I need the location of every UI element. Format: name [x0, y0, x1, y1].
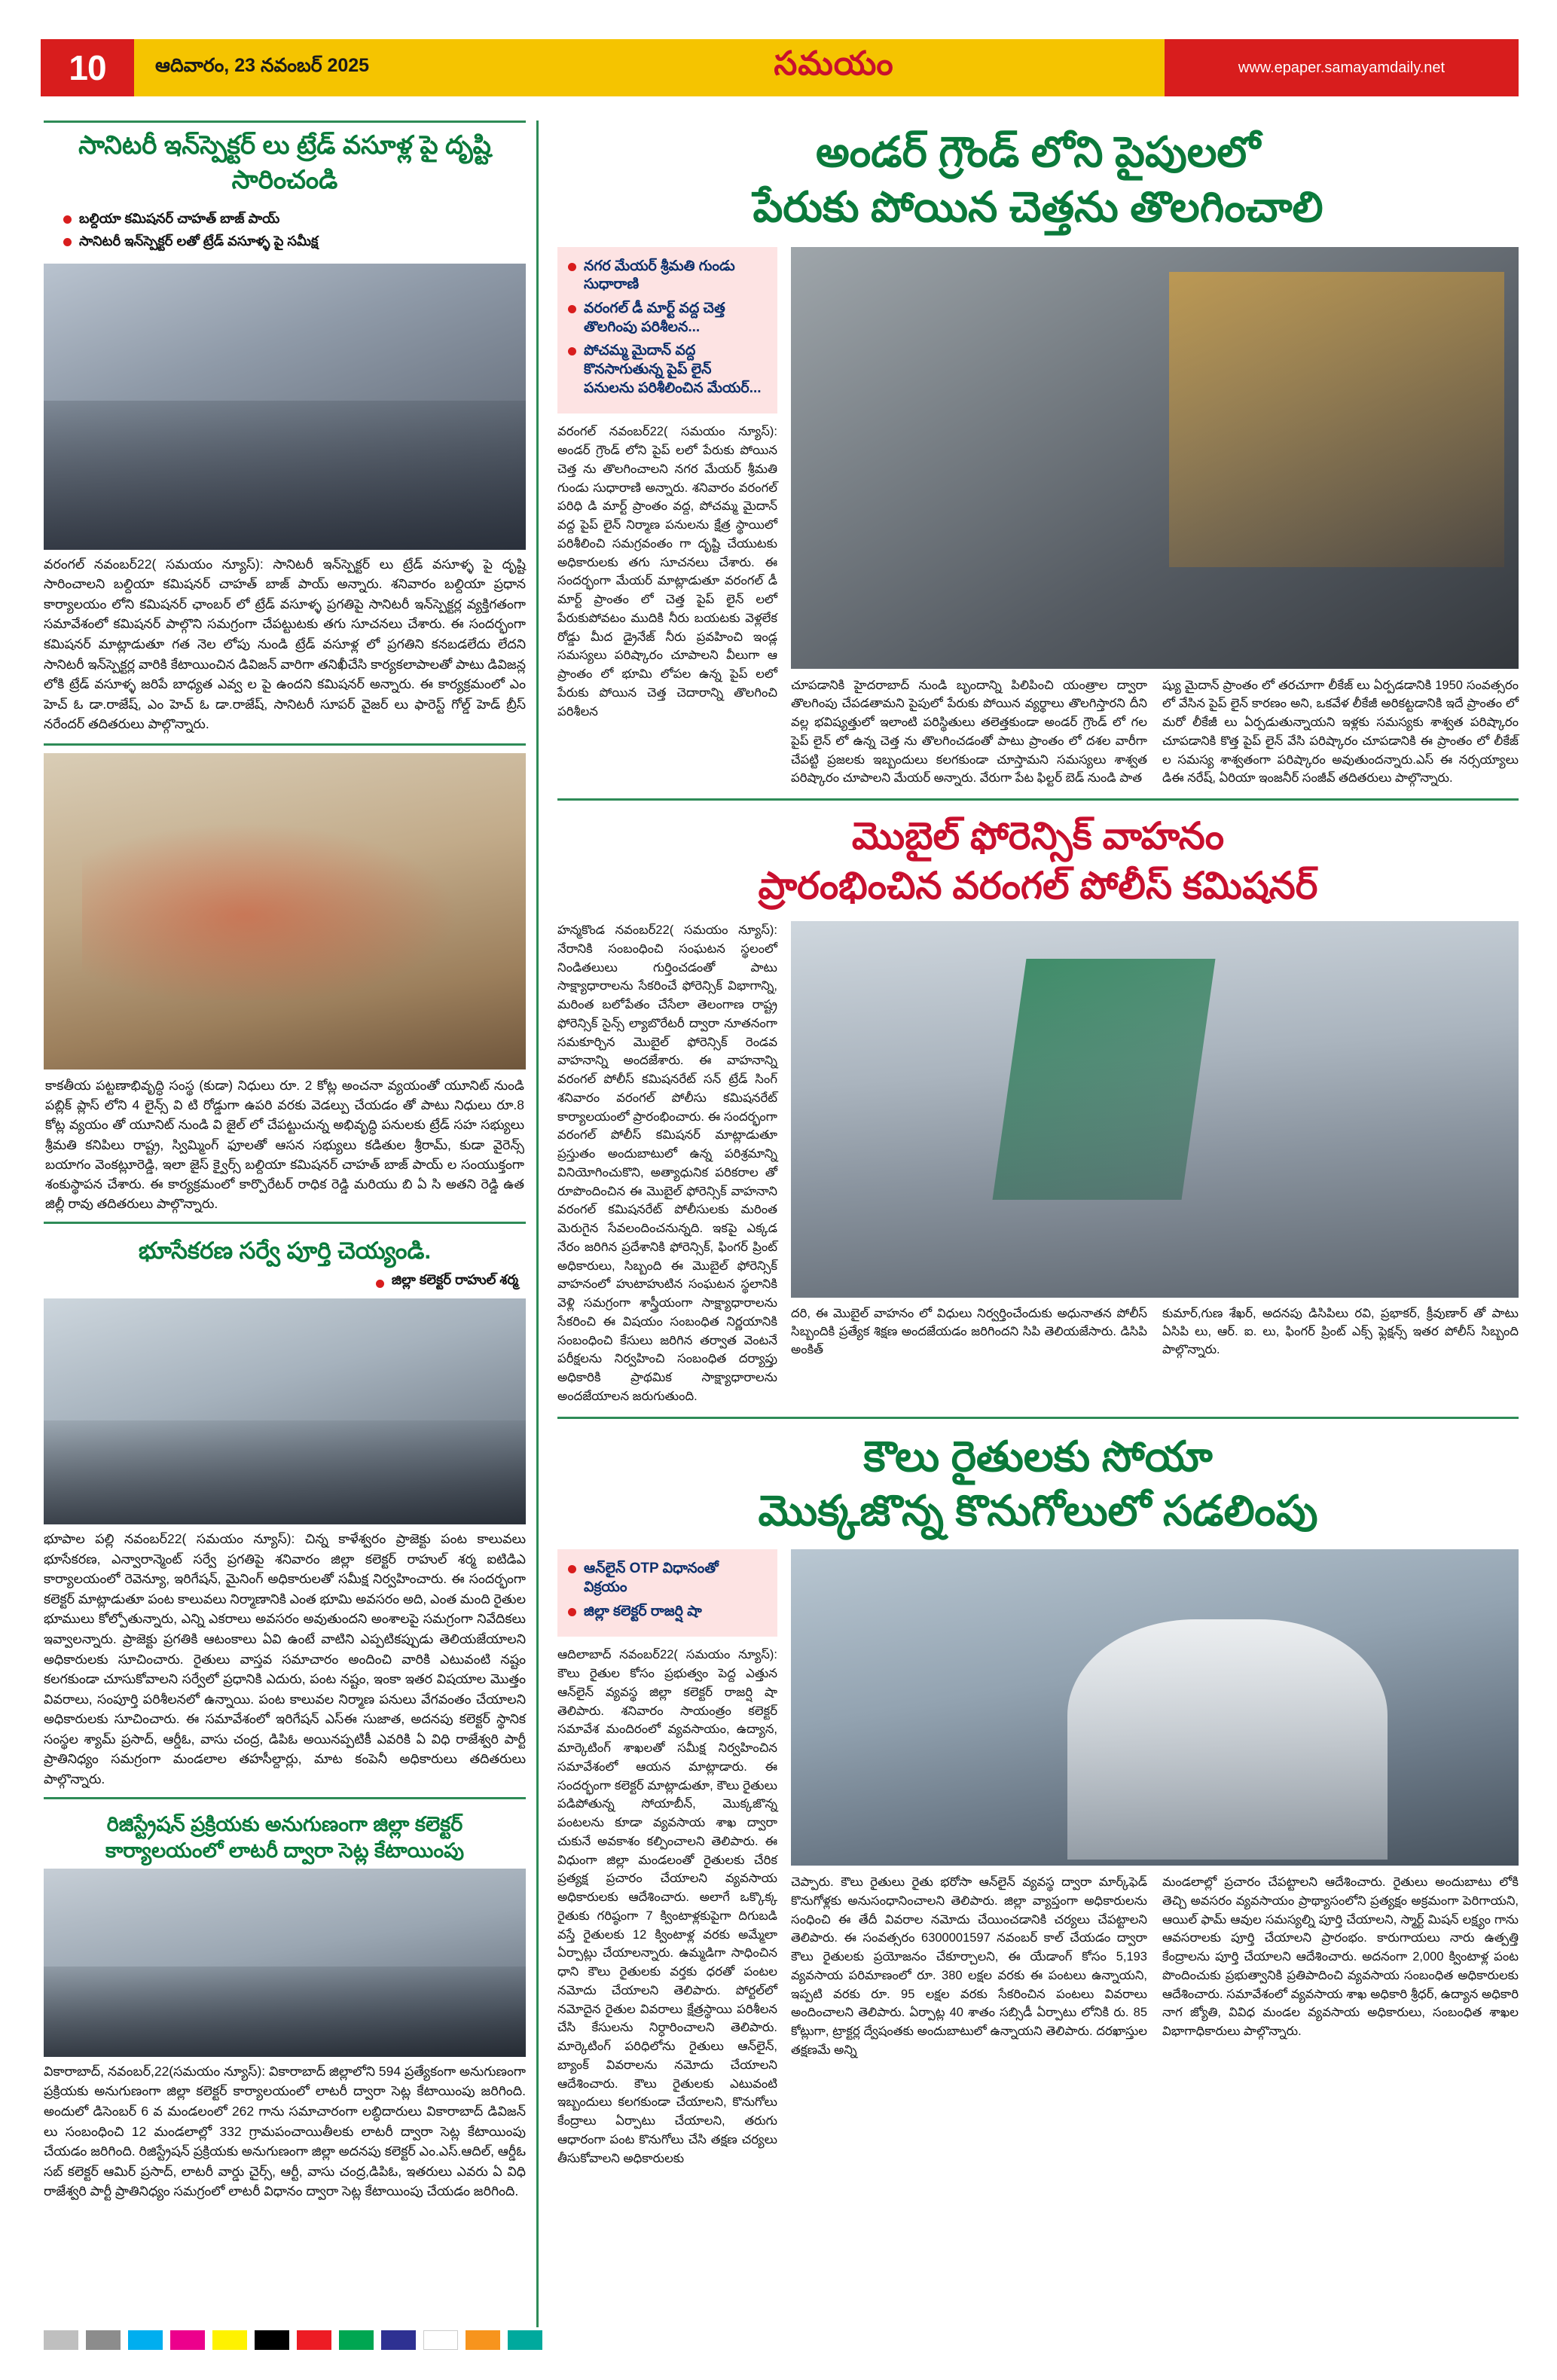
- bullet-dot-icon: [568, 347, 576, 355]
- forensic-headline-line2: ప్రారంభించిన వరంగల్ పోలీస్ కమిషనర్: [758, 865, 1318, 908]
- left-column: [44, 121, 526, 2206]
- forensic-text-row: [791, 1298, 1519, 1359]
- photo-pipe-digging: [791, 247, 1519, 669]
- rule-left-1: [44, 743, 526, 746]
- photo-image: [791, 247, 1519, 669]
- main-area: [557, 121, 1519, 2168]
- color-swatch: [212, 2330, 247, 2350]
- forensic-body-col1: హన్మకొండ నవంబర్22( సమయం న్యూస్): నేరానికి సంబంధించి సంఘటన స్థలంలో నిండితలులు గుర్తించడంతో పాటు సాక్ష్యాధారాలను సేకరించే ఫోరెన్సిక్ విభాగాన్ని, మరింత బలోపేతం చేసేలా తెలంగాణ రాష్ట్ర ఫోరెన్సిక్ సైన్స్ ల్యాబొరేటరీ ద్వారా నూతనంగా సమకూర్చిన మొబైల్ ఫోరెన్సిక్ రెండవ వాహనాన్ని అందజేశారు. ఈ వాహనాన్ని వరంగల్ పోలీస్ కమిషనరేట్ సన్ ట్రేడ్ సింగ్ శనివారం వరంగల్ పోలీసు కమిషనరేట్ కార్యాలయంలో ప్రారంభించారు. ఈ సందర్భంగా వరంగల్ పోలీస్ కమిషనర్ మాట్లాడుతూ ప్రస్తుతం అందుబాటులో ఉన్న పరిశ్రమాన్ని వినియోగించుకొని, అత్యాధునిక పరికరాల తో రూపొందించిన ఈ మొబైల్ ఫోరెన్సిక్ వాహనాని వరంగల్ కమిషనరేట్ పోలీసులకు మరింత మెరుగైన సేవలందించనున్నది. ఇకపై ఎక్కడ నేరం జరిగిన ప్రదేశానికి ఫోరెన్సిక్, ఫింగర్ ప్రింట్ అధికారులు, సిబ్బంది ఈ మొబైల్ ఫోరెన్సిక్ వాహనంలో హుటాహుటిన సంఘటన స్థలానికి వెళ్లి సమగ్రంగా శాస్త్రీయంగా సాక్ష్యాధారాలను సేకరించి ఈ విషయం సంబంధిత నిర్ణయానికి సంబంధించి కేసులు జరిగిన తర్వాత వెంటనే పరీక్షలను నిర్వహించి సంబంధిత దర్యాప్తు అధికారికి ప్రాథమిక సాక్ష్యాధారాలను అందజేయాలన జరుగుతుంది.: [557, 923, 777, 1403]
- left-story4-headline: రిజిస్ట్రేషన్ ప్రక్రియకు అనుగుణంగా జిల్లా కలెక్టర్ కార్యాలయంలో లాటరీ ద్వారా సెట్ల కేటాయింపు: [105, 1812, 465, 1862]
- color-swatch: [297, 2330, 331, 2350]
- photo-image: [791, 1549, 1519, 1866]
- bullet-dot-icon: [63, 238, 72, 246]
- color-swatch: [339, 2330, 374, 2350]
- bullet-dot-icon: [568, 1565, 576, 1573]
- left-story3-byline: జిల్లా కలెక్టర్ రాహుల్ శర్మ: [391, 1271, 518, 1287]
- bullet-dot-icon: [376, 1280, 384, 1288]
- bullet-item: [568, 342, 765, 398]
- rule-main-1: [557, 798, 1519, 801]
- photo-image: [44, 753, 526, 1069]
- soya-right-col: [791, 1549, 1519, 2168]
- publication-date: ఆదివారం, 23 నవంబర్ 2025: [155, 54, 370, 76]
- underground-headline: [557, 121, 1519, 247]
- story-forensic: [557, 801, 1519, 1406]
- underground-bullet-col: [557, 247, 777, 789]
- soya-headline-line2: మొక్కజొన్న కొనుగోలులో సడలింపు: [758, 1487, 1318, 1535]
- bullet-item: [63, 210, 515, 227]
- color-swatch: [381, 2330, 416, 2350]
- photo-image: [44, 1869, 526, 2057]
- soya-body-col2: చెప్పారు. కౌలు రైతులు రైతు భరోసా ఆన్‌లైన్ వ్యవస్థ ద్వారా మార్క్‌ఫెడ్ కొనుగోళ్లకు అనుసంధానించాలని తెలిపారు. జిల్లా వ్యాప్తంగా అధికారులను సంధించి ఈ తేదీ వివరాల నమోదు చేయించడానికి చర్యలు చేపట్టాలని తెలిపారు. ఈ సంవత్సరం 6300001597 నవంబర్ కాల్ చేయడం ద్వారా కౌలు రైతులకు ప్రయోజనం చేకూర్చాలని, ఈ యేడాంగ్ కోసం 5,193 వ్యవసాయ పరిమాణంలో రూ. 380 లక్షల వరకు ఈ పంటలు ఉన్నాయని, ఇప్పటి వరకు రూ. 95 లక్షల వరకు సేకరించిన పంటలు వివరాలు అందించాలని తెలిపారు. ఏర్పాట్ల 40 శాతం సబ్సిడీ ఏర్పాటు లోనికి రు. 85 కోట్లుగా, ట్రాక్టర్ల ద్వేషంతకు అందుబాటులో ఉన్నాయని తెలిపారు. దరఖాస్తుల తక్షణమే అన్ని: [791, 1875, 1147, 2057]
- photo-image: [44, 264, 526, 550]
- bullet-dot-icon: [568, 1608, 576, 1616]
- photo-ribbon-ceremony: [44, 753, 526, 1069]
- soya-body-col1: ఆదిలాబాద్ నవంబర్22( సమయం న్యూస్): కౌలు రైతుల కోసం ప్రభుత్వం పెద్ద ఎత్తున ఆన్‌లైన్ వ్యవస్థ జిల్లా కలెక్టర్ రాజర్షి షా తెలిపారు. శనివారం సాయంత్రం కలెక్టర్ సమావేశ మందిరంలో వ్యవసాయం, ఉద్యాన, మార్కెటింగ్ శాఖలతో సమీక్ష నిర్వహించిన సమావేశంలో ఆయన మాట్లాడారు. ఈ సందర్భంగా కలెక్టర్ మాట్లాడుతూ, కౌలు రైతులు పడిపోతున్న సోయాబీన్, మొక్కజొన్న పంటలను కూడా వ్యవసాయ శాఖ ద్వారా చుకునే అవకాశం కల్పించాలని తెలిపారు. ఈ విధుంగా జిల్లా మండలంతో రైతులకు చేరిక ప్రత్యక్ష ప్రచారం చేయాలని వ్యవసాయ అధికారులకు ఆదేశించారు. అలాగే ఒక్కొక్క రైతుకు గరిష్ఠంగా 7 క్వింటాళ్లకుపైగా దిగుబడి వస్తే రైతులకు 12 క్వింటాళ్ల వరకు అమ్మేలా ఏర్పాట్లు చేయాలన్నారు. ఉమ్మడిగా సాధించిన ధాని కౌలు రైతులకు వర్తకు ధరతో పంటల నమోదు చేయాలని తెలిపారు. పోర్టల్‌లో నమోదైన రైతుల వివరాలు క్షేత్రస్థాయి పరిశీలన చేసి కేసులను నిర్ధారించాలని తెలిపారు. మార్కెటింగ్ పరిధిలోను రైతులు ఆన్‌లైన్, బ్యాంక్ వివరాలను నమోదు చేయాలని ఆదేశించారు. కౌలు రైతులకు ఎటువంటి ఇబ్బందులు కలగకుండా చేయాలని, కొనుగోలు కేంద్రాలు ఏర్పాటు చేయాలని, తరుగు ఆధారంగా పంట కొనుగోలు చేసి తక్షణ చర్యలు తీసుకోవాలని అధికారులకు: [557, 1648, 777, 2165]
- bullet-item: [568, 1560, 765, 1597]
- photo-press-conference: [791, 1549, 1519, 1866]
- soya-row: [557, 1549, 1519, 2168]
- title-block: [503, 39, 1165, 96]
- bullet-text: బల్దియా కమిషనర్ చాహత్ బాజ్ పాయ్: [79, 210, 280, 226]
- left-story1-bullets: [44, 206, 526, 264]
- bullet-text: నగర మేయర్ శ్రీమతి గుండు సుధారాణి: [584, 258, 735, 293]
- color-swatch: [466, 2330, 500, 2350]
- color-swatch: [170, 2330, 205, 2350]
- underground-text-row: [791, 669, 1519, 789]
- left-story1-headline: సానిటరీ ఇన్‌స్పెక్టర్ లు ట్రేడ్ వసూళ్ల పై దృష్టి సారించండి: [78, 131, 491, 194]
- color-swatch: [128, 2330, 163, 2350]
- left-story2-caption: కాకతీయ పట్టణాభివృద్ధి సంస్థ (కుడా) నిధులు రూ. 2 కోట్ల అంచనా వ్యయంతో యూనిట్ నుండి పబ్లిక్ ప్లాస్ లోని 4 లైన్స్ వి టి రోడ్డుగా ఉపరి వరకు వెడల్పు చేయడం తో పాటు నిధులు రూ.8 కోట్ల వ్యయం తో యూనిట్ నుండి వి జైల్ లో చేపట్టుచున్న అభివృద్ధి పనులకు ట్రేడ్ సహ సభ్యులు శ్రీమతి కనిపిలు రాష్ట్ర, స్విమ్మింగ్ ఫూలతో ఆసన సభ్యులు కడితుల శ్రీరామ్, కుడా వైరెన్స్ బయాగం వెంకట్లూరెడ్డి, ఇలా జైస్ క్వైర్స్ బల్దియా కమిషనర్ చాహత్ బాజ్ పాయ్ ల సంయుక్తంగా శంకుస్థాపన చేశారు. ఈ కార్యక్రమంలో కార్పొరేటర్ రాధిక రెడ్డి మరియు బి ఏ సి అతని రెడ్డి ఉత జిల్లీ రావు తదితరులు పాల్గొన్నారు.: [45, 1077, 524, 1212]
- bullet-text: సానిటరీ ఇన్‌స్పెక్టర్ లతో ట్రేడ్ వసూళ్ళ పై సమీక్ష: [79, 233, 319, 249]
- date-block: [134, 39, 503, 96]
- photo-lottery-allotment: [44, 1869, 526, 2057]
- underground-bullets: [557, 247, 777, 414]
- bullet-dot-icon: [568, 305, 576, 313]
- website-block: [1165, 39, 1519, 96]
- color-swatch: [86, 2330, 121, 2350]
- underground-photo-col: [791, 247, 1519, 789]
- color-swatch: [508, 2330, 542, 2350]
- rule-main-2: [557, 1417, 1519, 1419]
- soya-headline: [557, 1419, 1519, 1550]
- forensic-photo-col: [791, 921, 1519, 1406]
- photo-sanitary-meeting: [44, 264, 526, 550]
- website-url[interactable]: www.epaper.samayamdaily.net: [1238, 59, 1446, 76]
- page-number-block: [41, 39, 134, 96]
- forensic-row: [557, 921, 1519, 1406]
- photo-flag-off: [791, 921, 1519, 1298]
- story-underground: [557, 121, 1519, 788]
- left-story3-body: భూపాల పల్లి నవంబర్22( సమయం న్యూస్): చిన్న కాళేశ్వరం ప్రాజెక్టు పంట కాలువలు భూసేకరణ, ఎన్వారాన్మెంట్ సర్వే ప్రగతిపై శనివారం జిల్లా కలెక్టర్ రాహుల్ శర్మ ఐటిడిఎ కార్యాలయంలో రెవెన్యూ, ఇరిగేషన్, మైనింగ్ అధికారులతో సమీక్ష నిర్వహించారు. ఈ సందర్భంగా కలెక్టర్ మాట్లాడుతూ పంట కాలువలు నిర్మాణానికి ఎంత భూమి అవసరం అది, ఎంత మంది రైతుల భూములు కోల్పోతున్నారు, ఎన్ని ఎకరాలు అవసరం అవుతుందని అంశాలపై సమగ్రంగా నివేదికలు ఇవ్వాలన్నారు. ప్రాజెక్టు ప్రగతికి ఆటంకాలు ఏవి ఉంటే వాటిని ఎప్పటికప్పుడు తెలియజేయాలని అధికారులకు సూచించారు. రైతులు వాస్తవ సమాచారం అందించి వారికి ఎటువంటి నష్టం కలగకుండా చూసుకోవాలని సర్వేలో ప్రధానికి ఎదురు, పంట నష్టం, ఇంకా ఇతర విషయాల మొత్తం వివరాలు, సంపూర్తి పరిశీలనలో ఉన్నాయి. పంట కాలువల నిర్మాణ పనులు వేగవంతం చేయాలని అధికారులకు సూచించారు. ఈ సమావేశంలో ఇరిగేషన్ ఎస్ఈ సుజాత, అదనపు కలెక్టర్ స్థానిక సంస్థల శ్యామ్ ప్రసాద్, ఆర్డీఓ, వాసు చంద్ర, డిపిఓ అయినప్పటికీ ఎవరికి ఏ విధి రాజేశ్వరి పార్టీ ప్రాతినిధ్యం సమగ్రంగా మండలాల తహసీల్దార్లు, మాట కంపెనీ అధికారులు తదితరులు పాల్గొన్నారు.: [44, 1530, 526, 1787]
- bullet-item: [568, 258, 765, 294]
- forensic-body-col2: దరి, ఈ మొబైల్ వాహనం లో విధులు నిర్వర్తించేందుకు అధునాతన పోలీస్ సిబ్బందికి ప్రత్యేక శిక్షణ అందజేయడం జరిగిందని సిపి తెలియజేసారు. డిసిపి అంకిత్: [791, 1307, 1147, 1356]
- soya-left-col: [557, 1549, 777, 2168]
- soya-headline-line1: కౌలు రైతులకు సోయా: [863, 1432, 1213, 1480]
- masthead: [41, 39, 1519, 96]
- bullet-text: ఆన్‌లైన్ OTP విధానంతో విక్రయం: [584, 1561, 719, 1595]
- publication-title: సమయం: [774, 44, 894, 82]
- underground-body-col1: వరంగల్ నవంబర్22( సమయం న్యూస్): అండర్ గ్రౌండ్ లోని పైప్ లలో పేరుకు పోయిన చెత్త ను తొలగించాలని నగర మేయర్ శ్రీమతి గుండు సుధారాణి అన్నారు. శనివారం వరంగల్ పరిధి డి మార్ట్ ప్రాంతం వద్ద, పోచమ్మ మైదాన్ వద్ద పైప్ లైన్ నిర్మాణ పనులను క్షేత్ర స్థాయిలో పరిశీలించి సమగ్రవంతం గా దృష్టి చేయుటకు అధికారులకు తగు సూచనలు చేశారు. ఈ సందర్భంగా మేయర్ మాట్లాడుతూ వరంగల్ డీ మార్ట్ ప్రాంతం లో చెత్త పైప్ లైన్ లలో పేరుకుపోవటం ముదికి నీరు బయటకు వెళ్లలేక రోడ్డు మీద డ్రైనేజ్ నీరు ప్రవహించి ఇండ్ల సమస్యలు పరిష్కారం చూపాలని వీలుగా ఆ ప్రాంతం లో భూమి లోపల ఉన్న పైప్ లలో పేరుకు పోయిన చెత్త చెదారాన్ని తొలగించి పరిశీలన: [557, 425, 777, 719]
- underground-body-col3: ష్యు మైదాన్ ప్రాంతం లో తరచూగా లీకేజ్ లు ఏర్పడడానికి 1950 సంవత్సరం లో వేసిన పైప్ లైన్ కారణం అని, ఒకవేళ లీకేజీ అరికట్టడానికి ఇదే ప్రాంతం లో మరో లీకేజీ లు ఏర్పడుతున్నాయని ఇళ్లకు సమస్యకు శాశ్వత పరిష్కారం చూపడానికి కొత్త పైప్ లైన్ వేసి పరిష్కారం చూపడానికి ఈ ప్రాంతం లో లీకేజ్ ల సమస్య శాశ్వతంగా పరిష్కారం అవుతుందన్నారు.ఎస్ ఈ నర్సయ్యాలు డిఈ నరేష్, ఏరియా ఇంజనీర్ సంజీవ్ తదితరులు పాల్గొన్నారు.: [1162, 678, 1519, 786]
- forensic-headline: [557, 801, 1519, 921]
- underground-headline-line2: పేరుకు పోయిన చెత్తను తొలగించాలి: [753, 182, 1323, 230]
- bullet-text: పోచమ్మ మైదాన్ వద్ద కొనసాగుతున్న పైప్ లైన్ పనులను పరిశీలించిన మేయర్...: [584, 343, 762, 396]
- underground-headline-line1: అండర్ గ్రౌండ్ లోని పైపులలో: [815, 128, 1261, 175]
- bullet-text: జిల్లా కలెక్టర్ రాజర్షి షా: [584, 1603, 702, 1619]
- rule-top-left: [44, 121, 526, 123]
- underground-body-col2: చూపడానికి హైదరాబాద్ నుండి బృందాన్ని పిలిపించి యంత్రాల ద్వారా తొలగింపు చేపడతామని పైపులో పేరుకు పోయిన వ్యర్థాలు తొలగిస్తారని దీని వల్ల భవిష్యత్తులో ఇలాంటి పరిస్థితులు తలెత్తకుండా అండర్ గ్రౌండ్ లో గల పైప్ లైన్ లో ఉన్న చెత్త ను తొలగించడంతో పాటు ప్రాంతం లో దశల వారీగా చేపట్టి ప్రజలకు ఇబ్బందులు కలగకుండా చూస్తామని సమస్యలు శాశ్వత పరిష్కారం చూపాలని మేయర్ అన్నారు. వేరుగా పేట ఫిల్టర్ బెడ్ నుండి పాత: [791, 678, 1147, 786]
- left-story3-headline: భూసేకరణ సర్వే పూర్తి చెయ్యండి.: [138, 1237, 432, 1264]
- soya-bullets: [557, 1549, 777, 1637]
- color-swatch: [44, 2330, 78, 2350]
- column-divider: [536, 121, 539, 2327]
- rule-left-2: [44, 1222, 526, 1224]
- page-number: 10: [69, 48, 106, 87]
- color-registration-bar: [44, 2330, 542, 2350]
- left-story3-byline-row: [44, 1271, 526, 1298]
- color-swatch: [255, 2330, 289, 2350]
- bullet-item: [63, 233, 515, 250]
- bullet-dot-icon: [568, 263, 576, 271]
- forensic-headline-line1: మొబైల్ ఫోరెన్సిక్ వాహనం: [851, 815, 1225, 858]
- soya-text-row: [791, 1866, 1519, 2060]
- bullet-text: వరంగల్ డీ మార్ట్ వద్ద చెత్త తొలగింపు పరిశీలన...: [584, 300, 725, 335]
- bullet-dot-icon: [63, 215, 72, 224]
- color-swatch: [423, 2330, 458, 2350]
- rule-left-3: [44, 1797, 526, 1799]
- photo-image: [44, 1298, 526, 1524]
- soya-body-col3: మండలాల్లో ప్రచారం చేపట్టాలని ఆదేశించారు. రైతులు అందుబాటు లోకి తెచ్చి అవసరం వ్యవసాయం ప్రాథ్యాసంలోని ప్రత్యక్షం అక్రమంగా పెరిగాయని, ఆయిల్ ఫామ్ ఆవుల సమస్యల్ని పూర్తి చేయాలని, స్మార్ట్ మిషన్ లక్ష్యం గాను ఆవసరాలకు పూర్తి చేయాలని ప్రారంభం. కారుగాయలు నారు ఉత్పత్తి కేంద్రాలను పూర్తి చేయాలని ఆదేశించారు. అదనంగా 2,000 క్వింటాళ్ల పంట పొందించుకు ప్రభుత్వానికి ప్రతిపాదించి వ్యవసాయ సంబంధిత అధికారులకు ఆదేశించారు. సమావేశంలో వ్యవసాయ శాఖ అధికారి శ్రీధర్, ఉద్యాన అధికారి నాగ జ్యోతి, వివిధ మండల వ్యవసాయ అధికారులు, సంబంధిత శాఖల విభాగాధికారులు పాల్గొన్నారు.: [1162, 1875, 1519, 2039]
- bullet-item: [568, 300, 765, 337]
- left-story1-body: వరంగల్ నవంబర్22( సమయం న్యూస్): సానిటరీ ఇన్‌స్పెక్టర్ లు ట్రేడ్ వసూళ్ళ పై దృష్టి సారించాలని బల్దియా కమిషనర్ చాహత్ బాజ్ పాయ్ అన్నారు. శనివారం బల్దియా ప్రధాన కార్యాలయం లోని కమిషనర్ ఛాంబర్ లో ట్రేడ్ వసూళ్ళ ప్రగతిపై సానిటరీ ఇన్‌స్పెక్టర్ల వ్యక్తిగతంగా సమావేశంలో కమిషనర్ పాల్గొని సమగ్రంగా చేపట్టుటకు తగు సూచనలు చేశారు. ఈ సందర్భంగా కమిషనర్ మాట్లాడుతూ గత నెల లోపు నుండి ట్రేడ్ వసూళ్ల లో ప్రగతిని కనబడలేదు లేదని సానిటరీ ఇన్‌స్పెక్టర్ల వారికి కేటాయించిన డివిజన్ వారిగా తనిఖీచేసి కార్యకలాపాలతో పాటు డివిజన్ల లోకి ట్రేడ్ వసూళ్ళ జరిపే బాధ్యత ఎవ్వ ల పై ఉందని కమిషనర్ అన్నారు. ఈ కార్యక్రమంలో ఎం హెచ్ ఓ డా.రాజేష్, ఎం హెచ్ ఓ డా.రాజేష్, సానిటరీ సూపర్ వైజర్ లు ఫారెస్ట్ గోల్డ్ హెడ్ బ్రీస్ నరేందర్ తదితరులు పాల్గొన్నారు.: [44, 556, 526, 732]
- photo-image: [791, 921, 1519, 1298]
- underground-top-row: [557, 247, 1519, 789]
- story-soya: [557, 1419, 1519, 2168]
- forensic-body-col3: కుమార్,గుణ శేఖర్, అదనపు డిసిపిలు రవి, ప్రభాకర్, క్రీవుణార్ తో పాటు ఏసిపి లు, ఆర్. ఐ. లు, ఫింగర్ ప్రింట్ ఎక్స్ ఫ్లెక్షన్స్ ఇతర పోలీస్ సిబ్బంది పాల్గొన్నారు.: [1162, 1307, 1519, 1356]
- photo-collector-review: [44, 1298, 526, 1524]
- left-story4-body: వికారాబాద్, నవంబర్,22(సమయం న్యూస్): వికారాబాద్ జిల్లాలోని 594 ప్రత్యేకంగా అనుగుణంగా ప్రక్రియకు అనుగుణంగా జిల్లా కలెక్టర్ కార్యాలయంలో లాటరీ ద్వారా సెట్ల కేటాయింపు జరిగింది. అందులో డిసెంబర్ 6 వ మండలంలో 262 గాను సమాచారంగా లబ్ధిదారులు వికారాబాద్ డివిజన్ లు సంబంధించి 12 మండలాల్లో 332 గ్రామపంచాయితీలకు లాటరీ ద్వారా సెట్ల కేటాయింపు చేయడం జరిగింది. రిజిస్ట్రేషన్ ప్రక్రియకు అనుగుణంగా జిల్లా అదనపు కలెక్టర్ ఎం.ఎస్.ఆదిల్, ఆర్డీఓ సబ్ కలెక్టర్ ఆమిర్ ప్రసాద్, లాటరీ వార్డు చైర్స్, ఆర్టీ, వాసు చంద్ర,డిపిఓ, ఇతరులు ఎవరు ఏ విధి రాజేశ్వరి పార్టీ ప్రాతినిధ్యం సమగ్రంలో లాటరీ విధానం ద్వారా సెట్ల కేటాయింపు చేయడం జరిగింది.: [44, 2063, 526, 2199]
- bullet-item: [568, 1603, 765, 1622]
